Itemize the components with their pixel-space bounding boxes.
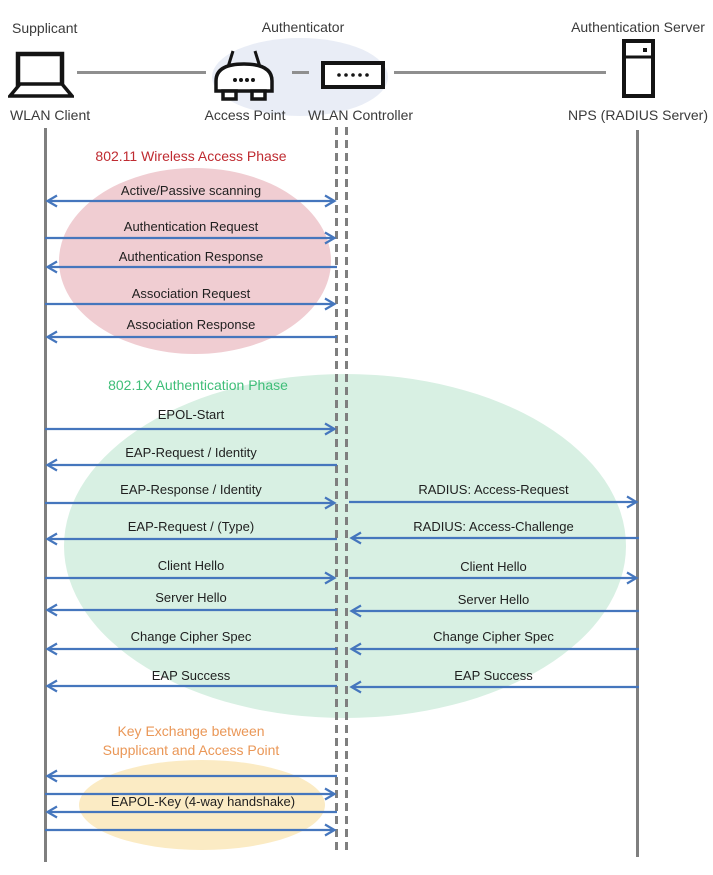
message-label: Authentication Request [123,219,259,234]
key-exchange-phase-title [45,722,337,760]
message-label: Authentication Response [118,249,264,264]
message-label: Active/Passive scanning [120,183,262,198]
arrow-right [349,571,639,585]
arrow-left [45,458,337,472]
message-label: Change Cipher Spec [433,629,554,644]
auth-server-role-label: Authentication Server [571,19,705,35]
message-label: Client Hello [157,558,225,573]
wlan-controller-lifeline-right [345,127,348,853]
arrow-right [45,571,337,585]
arrow-right [45,231,337,245]
server-icon [621,39,656,98]
connector-controller-server [394,71,606,74]
message-label: Change Cipher Spec [130,629,252,644]
key-exchange-title-line2: Supplicant and Access Point [102,742,280,758]
connector-client-ap [77,71,206,74]
message-label: Association Response [126,317,256,332]
message-label: RADIUS: Access-Request [418,482,569,497]
arrow-left [45,330,337,344]
wireless-access-phase-title: 802.11 Wireless Access Phase [95,148,287,164]
arrow-left [349,642,639,656]
arrow-right [45,496,337,510]
arrow-right [45,422,337,436]
message-label: EAP-Response / Identity [120,482,262,497]
message-label: Client Hello [460,559,527,574]
message-label: EAP Success [454,668,533,683]
access-point-icon [213,47,275,105]
arrow-left [349,531,639,545]
arrow-left [45,679,337,693]
wlan-client-label: WLAN Client [10,107,91,123]
message-label: EPOL-Start [157,407,225,422]
laptop-icon [8,50,74,100]
nps-server-label: NPS (RADIUS Server) [567,107,709,123]
arrow-left [45,532,337,546]
arrow-left [45,603,337,617]
arrow-both [45,194,337,208]
message-label: Server Hello [457,592,530,607]
wlan-controller-icon [321,61,385,89]
authentication-phase-title: 802.1X Authentication Phase [108,377,288,393]
access-point-label: Access Point [204,107,286,123]
arrow-left [45,805,337,819]
key-exchange-title-line1: Key Exchange between [117,723,265,739]
message-label: EAP-Request / (Type) [127,519,255,534]
arrow-left [349,680,639,694]
message-label: EAP Success [151,668,231,683]
message-label: RADIUS: Access-Challenge [413,519,574,534]
message-label: Association Request [131,286,251,301]
connector-ap-controller [292,71,309,74]
arrow-right [45,297,337,311]
authenticator-role-label: Authenticator [261,19,345,35]
message-label: EAP-Request / Identity [125,445,257,460]
arrow-left [45,642,337,656]
arrow-right [349,495,639,509]
arrow-left [45,260,337,274]
arrow-right [45,787,337,801]
supplicant-role-label: Supplicant [12,20,78,36]
arrow-left [349,604,639,618]
arrow-left [45,769,337,783]
message-label: Server Hello [155,590,227,605]
arrow-right [45,823,337,837]
message-label: EAPOL-Key (4-way handshake) [110,794,296,809]
wlan-controller-label: WLAN Controller [308,107,414,123]
